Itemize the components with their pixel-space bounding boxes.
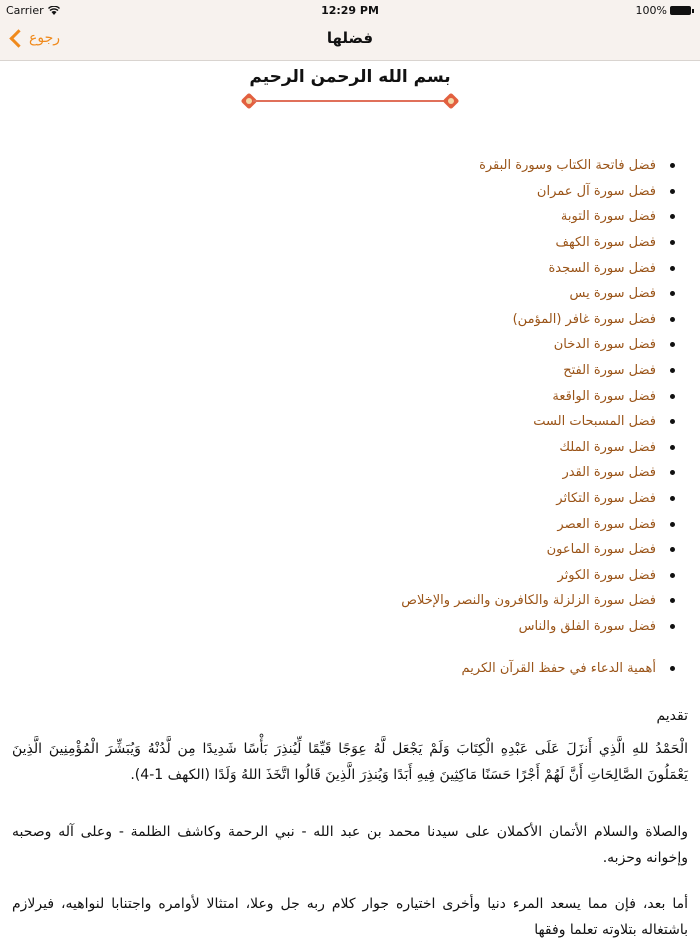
section-title: تقديم [656, 708, 688, 724]
bullet-icon [670, 445, 675, 450]
toc-link[interactable]: فضل فاتحة الكتاب وسورة البقرة [479, 158, 656, 174]
status-bar [0, 0, 700, 20]
clock: 12:29 PM [321, 4, 379, 17]
toc-item[interactable] [0, 307, 700, 333]
toc-item[interactable] [0, 255, 700, 281]
toc-link[interactable]: فضل سورة الكوثر [557, 567, 656, 583]
toc-link[interactable]: فضل سورة آل عمران [536, 183, 656, 199]
toc-item[interactable] [0, 204, 700, 230]
carrier-label: Carrier [6, 4, 44, 17]
toc-link[interactable]: فضل سورة الكهف [555, 235, 656, 251]
basmala-heading: بسم الله الرحمن الرحيم [249, 67, 451, 87]
bullet-icon [670, 419, 675, 424]
toc-item[interactable] [0, 486, 700, 512]
toc-item[interactable] [0, 614, 700, 640]
content [0, 61, 700, 938]
back-label: رجوع [29, 30, 61, 46]
bullet-icon [670, 266, 675, 271]
bullet-icon [670, 214, 675, 219]
toc-link[interactable]: فضل سورة التوبة [560, 209, 656, 225]
page-title: فضلها [326, 29, 374, 47]
toc-item[interactable] [0, 281, 700, 307]
top-bar [0, 0, 700, 61]
toc-link[interactable]: فضل سورة الفتح [563, 363, 656, 379]
toc-link[interactable]: فضل سورة الفلق والناس [518, 618, 656, 634]
bullet-icon [670, 547, 675, 552]
ornament-divider [239, 93, 461, 109]
bullet-icon [670, 394, 675, 399]
bullet-icon [670, 189, 675, 194]
toc-item[interactable] [0, 332, 700, 358]
toc-item[interactable] [0, 409, 700, 435]
bullet-icon [670, 624, 675, 629]
bullet-icon [670, 666, 675, 671]
bullet-icon [670, 470, 675, 475]
battery-percent: 100% [635, 4, 667, 17]
toc-item[interactable] [0, 537, 700, 563]
toc-item[interactable] [0, 230, 700, 256]
bullet-icon [670, 291, 675, 296]
intro-paragraph-body: أما بعد، فإن مما يسعد المرء دنيا وأخرى اختياره جوار كلام ربه جل وعلا، امتثالا لأوامره واجتنابا لنواهيه، فيرلازم باشتغاله بتلاوته تعلما وفقها [12, 896, 688, 938]
intro-paragraph-salutation: والصلاة والسلام الأتمان الأكملان على سيدنا محمد بن عبد الله - نبي الرحمة وكاشف الظلمة - وعلى آله وصحبه وإخوانه وحزبه. [12, 824, 688, 866]
toc-link[interactable]: فضل سورة القدر [562, 465, 656, 481]
intro-paragraph-quran: الْحَمْدُ للهِ الَّذِي أَنزَلَ عَلَى عَبْدِهِ الْكِتَابَ وَلَمْ يَجْعَل لَّهُ عِوَجًا قَيِّمًا لِّيُنذِرَ بَأْسًا شَدِيدًا مِن لَّدُنْهُ وَيُبَشِّرَ الْمُؤْمِنِينَ الَّذِينَ يَعْمَلُونَ الصَّالِحَاتِ أَنَّ لَهُمْ أَجْرًا حَسَنًا مَاكِثِينَ فِيهِ أَبَدًا وَيُنذِرَ الَّذِينَ قَالُوا اتَّخَذَ اللهُ وَلَدًا (الكهف 1-4). [12, 741, 688, 783]
ornament-right-icon [443, 93, 460, 110]
bullet-icon [670, 317, 675, 322]
toc-link[interactable]: فضل سورة يس [569, 286, 656, 302]
bullet-icon [670, 240, 675, 245]
toc-link[interactable]: فضل المسبحات الست [533, 414, 656, 430]
bullet-icon [670, 342, 675, 347]
toc-link[interactable]: فضل سورة غافر (المؤمن) [512, 311, 656, 327]
toc-link[interactable]: فضل سورة الواقعة [552, 388, 656, 404]
toc-item[interactable] [0, 460, 700, 486]
battery [636, 4, 694, 17]
toc-link[interactable]: أهمية الدعاء في حفظ القرآن الكريم [461, 660, 656, 676]
bullet-icon [670, 368, 675, 373]
toc-item[interactable] [0, 383, 700, 409]
bullet-icon [670, 163, 675, 168]
toc-item[interactable] [0, 153, 700, 179]
toc-link[interactable]: فضل سورة الدخان [553, 337, 656, 353]
toc-link[interactable]: فضل سورة العصر [557, 516, 656, 532]
toc-item[interactable] [0, 588, 700, 614]
toc-link[interactable]: فضل سورة السجدة [548, 260, 656, 276]
toc-link[interactable]: فضل سورة الماعون [546, 542, 656, 558]
battery-icon [670, 6, 691, 15]
toc-link[interactable]: فضل سورة التكاثر [556, 491, 656, 507]
toc-item[interactable] [0, 563, 700, 589]
navigation-bar [0, 20, 700, 60]
toc-item-dua[interactable] [0, 655, 700, 681]
toc-item[interactable] [0, 179, 700, 205]
toc-link[interactable]: فضل سورة الملك [559, 439, 656, 455]
bullet-icon [670, 573, 675, 578]
bullet-icon [670, 598, 675, 603]
table-of-contents [0, 153, 700, 681]
toc-item[interactable] [0, 435, 700, 461]
toc-item[interactable] [0, 358, 700, 384]
bullet-icon [670, 496, 675, 501]
bullet-icon [670, 522, 675, 527]
toc-link[interactable]: فضل سورة الزلزلة والكافرون والنصر والإخلاص [401, 593, 656, 609]
toc-item[interactable] [0, 511, 700, 537]
